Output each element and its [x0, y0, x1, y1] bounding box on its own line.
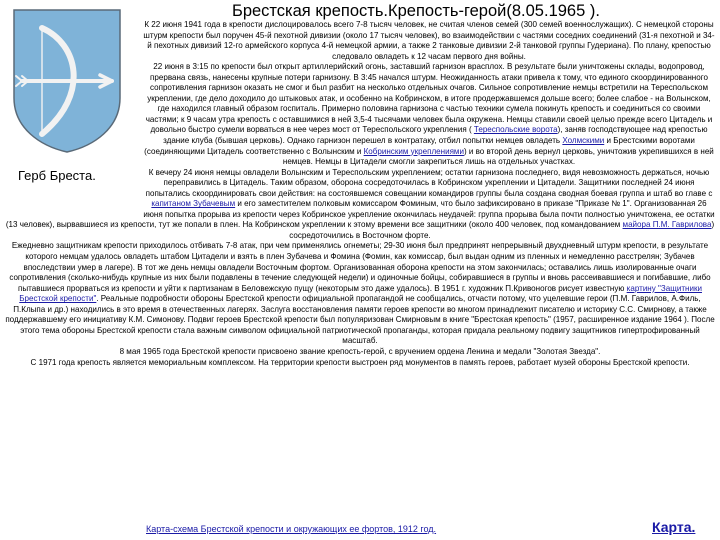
article-paragraph — [4, 358, 716, 369]
paragraph-text: 22 июня в 3:15 по крепости был открыт артиллерийский огонь, заставший гарнизон врасплох. В результате были уничтожены склады, водопровод, прервана связь, нанесены крупные потери гарнизону. В 3:45 начался штурм. Неожиданность атаки привела к тому, что единого скоординированного сопротивления гарнизон оказать не смог и был разбит на несколько отдельных очагов. Сильное сопротивление немцы встретили на Тереспольском укреплении, где дело доходило до штыковых атак, и особенно на Кобринском, в итоге продержавшемся дольше всего; более слабое - на Волынском, где находился главный образом госпиталь. Примерно половина гарнизона с частью техники сумела покинуть крепость и соединиться со своими частями; к 9 часам утра крепость с оставшимися в ней 3,5-4 тысячами человек была окружена. Немцы ставили своей целью прежде всего Цитадель и довольно быстро сумели ворваться в нее через мост от Тереспольского укрепления ( — [145, 62, 713, 135]
paragraph-text: Ежедневно защитникам крепости приходилось отбивать 7-8 атак, при чем применялись огнеметы; 29-30 июня был предпринят непрерывный двухдневный штурм крепости, в результате которого немцам удалось овладеть штабом Цитадели и взять в плен Зубачева и Фомина (Фомин, как комиссар, был выдан одним из пленных и немедленно расстрелян; Зубачев впоследствии умер в лагере). В тот же день немцы овладели Восточным фортом. Организованная оборона крепости на этом закончилась; оставались лишь изолированные очаги сопротивления (сколько-нибудь крупные из них были подавлены в течение следующей недели) и одиночные бойцы, собиравшиеся в группы и вновь рассеивавшиеся и погибавшие, либо пытавшиеся прорваться из крепости и уйти к партизанам в Беловежскую пущу (некоторым это даже удалось). В 1951 г. художник П.Кривоногов рисует известную — [9, 241, 711, 293]
page-title: Брестская крепость.Крепость-герой(8.05.1965 ). — [232, 2, 600, 20]
bow-and-arrow-coat-of-arms-icon — [8, 6, 126, 156]
paragraph-text: и его заместителем полковым комиссаром Фоминым, что было зафиксировано в приказе "Приказе № 1". Организованная 26 июня попытка прорыва из крепости через Кобринское укрепление окончилась неудачей: группа прорыва была почти полностью уничтожена, ее остатки (13 человек), вырвавшиеся из крепости, тут же попали в плен. На Кобринском укреплении к этому времени все защитники (около 400 человек, под командованием — [5, 199, 715, 230]
paragraph-text: и Брестскими воротами (соединяющими Цитадель соответственно с Волынским и — [144, 136, 695, 156]
inline-link[interactable]: картину "Защитники Брестской крепости" — [19, 283, 702, 304]
paragraph-text: . Реальные подробности обороны Брестской крепости официальной пропагандой не сообщались, отчасти потому, что уцелевшие герои (П.М. Гаврилов, А.Филь, П.Клыпа и др.) находились в это время в отечественных лагерях. Заслуга восстановления памяти героев крепости во многом принадлежит писателю и историку С.С. Смирнову, а также поддержавшему его инициативу К.М. Симонову. Подвиг героев Брестской крепости был популяризован Смирновым в книге "Брестская крепость" (1957, расширенное издание 1964 ). После этого тема обороны Брестской крепости стала важным символом официальной патриотической пропаганды, которая придала реальному подвигу защитников гипертрофированный масштаб. — [5, 294, 715, 346]
paragraph-text: 8 мая 1965 года Брестской крепости присвоено звание крепость-герой, с вручением ордена Ленина и медали "Золотая Звезда". — [119, 346, 601, 356]
map-link[interactable]: Карта. — [652, 519, 696, 535]
paragraph-text: ) и во второй день вернул церковь, уничтожив укрепившихся в ней немцев. Немцы в Цитадели смогли закрепиться лишь на отдельных участках. — [282, 146, 714, 167]
inline-link[interactable]: майора П.М. Гаврилова — [622, 220, 712, 230]
inline-link[interactable]: Холмскими — [562, 136, 605, 146]
paragraph-text: С 1971 года крепость является мемориальным комплексом. На территории крепости выстроен ряд монументов в память героев, работает музей обороны Брестской крепости. — [30, 357, 690, 367]
inline-link[interactable]: капитаном Зубачевым — [151, 199, 236, 209]
inline-link[interactable]: Тереспольские ворота — [473, 125, 558, 135]
article-paragraph — [4, 241, 716, 346]
article-paragraph — [4, 347, 716, 358]
paragraph-text: ) сосредоточились в Восточном форте. — [289, 220, 715, 240]
inline-link[interactable]: Кобринским укреплениями — [363, 146, 464, 156]
paragraph-text: К 22 июня 1941 года в крепости дислоцировалось всего 7-8 тысяч человек, не считая членов семей (300 семей военнослужащих). С немецкой стороны штурм крепости был поручен 45-й пехотной дивизии (около 17 тысяч человек), во взаимодействии с частями соседних соединений (31-я пехотной и 34-й пехотных дивизий 12-го армейского корпуса 4-й немецкой армии, а также 2 танковые дивизии 2-й танковой группы Гудериана). По плану, крепостью следовало овладеть к 12 часам первого дня войны. — [143, 20, 715, 61]
paragraph-text: К вечеру 24 июня немцы овладели Волынским и Тереспольским укреплением; остатки гарнизона последнего, видя невозможность держаться, ночью переправились в Цитадель. Таким образом, оборона сосредоточилась в Кобринском укреплении и Цитадели. Защитники последней 24 июня попытались скоординировать свои действия: на состоявшемся совещании командиров группы была создана сводная боевая группа и штаб во главе с — [145, 167, 713, 198]
emblem-caption: Герб Бреста. — [18, 168, 96, 183]
paragraph-text: ), заняв господствующее над крепостью здание клуба (бывшая церковь). Однако гарнизон перешел в контратаку, отбил попытки немцев овладеть — [163, 125, 708, 146]
map-scheme-link[interactable]: Карта-схема Брестской крепости и окружающих ее фортов, 1912 год. — [146, 524, 437, 534]
